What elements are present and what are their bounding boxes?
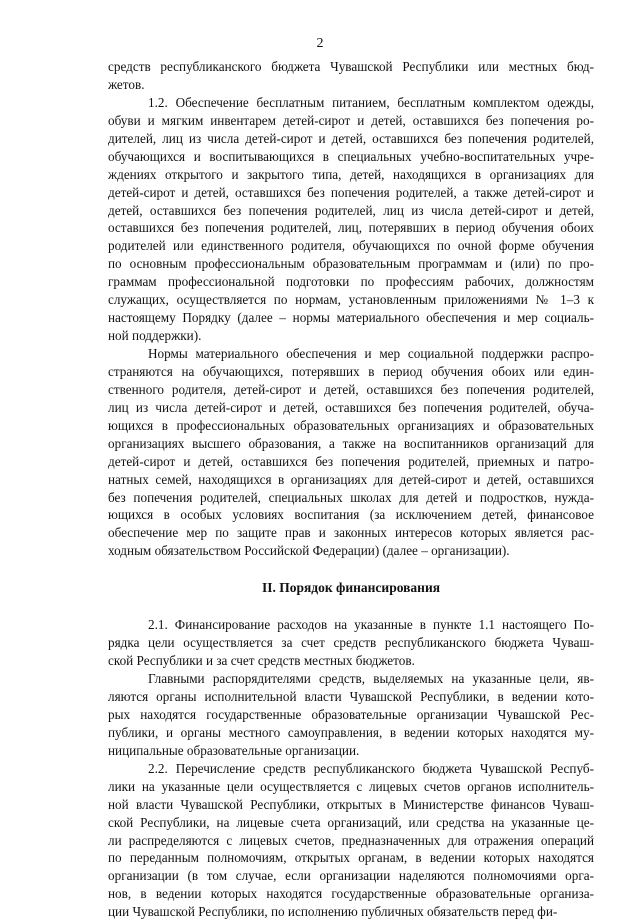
text-line: нов, в ведении которых находятся государственные образовательные организа- — [108, 886, 594, 902]
text-line: по переданным полномочиям, открытых органам, в ведении которых находятся — [108, 850, 594, 866]
text-line: ющихся в профессиональных образовательных организациях и образовательных — [108, 417, 594, 433]
text-line: средств республиканского бюджета Чувашской Республики или местных бюд- — [108, 59, 594, 74]
text-line: страняются на обучающихся, потерявших в период обучения обоих или един- — [108, 363, 594, 379]
text-line: без попечения родителей, специальных школах для детей и подростков, нужда- — [108, 489, 594, 505]
page-number: 2 — [316, 36, 324, 51]
text-line: ской Республики и за счет средств местных бюджетов. — [108, 653, 415, 669]
text-line: ской Республики, на лицевые счета организаций, или средства на указанные це- — [108, 814, 594, 830]
text-line: 2.1. Финансирование расходов на указанные в пункте 1.1 настоящего По- — [148, 617, 594, 633]
paragraph — [108, 94, 594, 345]
text-line: лиц из числа детей-сирот и детей, оставшихся без попечения родителей, обуча- — [108, 399, 594, 415]
text-line: по основным профессиональным образовательным программам и (или) по про- — [108, 256, 594, 272]
text-line: рядка цели осуществляется за счет средств республиканского бюджета Чуваш- — [108, 635, 594, 651]
text-line: родителей или единственного родителя, обучающихся по очной форме обучения — [108, 238, 594, 254]
text-line: организациях высшего образования, а также на воспитанников организаций для — [108, 435, 594, 451]
spacer — [108, 560, 594, 576]
text-line: ющихся в особых условиях воспитания (за исключением детей, финансовое — [108, 507, 594, 523]
text-line: лики на указанные цели осуществляется с лицевых счетов органов исполнитель- — [108, 778, 594, 794]
text-line: настоящему Порядку (далее – нормы материального обеспечения и мер социаль- — [108, 310, 594, 326]
text-line: Нормы материального обеспечения и мер социальной поддержки распро- — [148, 346, 594, 361]
text-line: граммам профессиональной подготовки по профессиям рабочих, должностям — [108, 274, 594, 290]
text-line: обучающихся и воспитывающихся в специальных учебно-воспитательных учре- — [108, 148, 594, 164]
paragraph — [108, 58, 594, 94]
text-line: ственного родителя, детей-сирот и детей, оставшихся без попечения родителей, — [108, 381, 594, 397]
text-line: ной власти Чувашской Республики, открытых в Министерстве финансов Чуваш- — [108, 796, 594, 812]
text-line: ляются органы исполнительной власти Чувашской Республики, в ведении кото- — [108, 689, 594, 704]
text-line: детей, оставшихся без попечения родителей, лиц из числа детей-сирот и детей, — [108, 202, 594, 218]
text-line: ции Чувашской Республики, по исполнению публичных обязательств перед фи- — [108, 904, 558, 920]
document-body — [108, 58, 594, 921]
text-line: ждениях открытого и закрытого типа, детей, находящихся в организациях для — [108, 166, 594, 182]
text-line: ной поддержки). — [108, 328, 202, 344]
text-line: обеспечение мер по защите прав и законных интересов которых является рас- — [108, 525, 594, 541]
text-line: ли распределяются с лицевых счетов, предназначенных для отражения операций — [108, 832, 594, 848]
text-line: Главными распорядителями средств, выделяемых на указанные цели, яв- — [148, 671, 594, 687]
text-line: рых находятся государственные образовательные организации Чувашской Рес- — [108, 706, 594, 722]
text-line: детей-сирот и детей, оставшихся без попечения родителей, а также детей-сирот и — [108, 184, 594, 200]
text-line: 1.2. Обеспечение бесплатным питанием, бесплатным комплектом одежды, — [148, 94, 594, 110]
text-line: натных семей, находящихся в организациях для детей-сирот и детей, оставшихся — [108, 471, 594, 487]
text-line: 2.2. Перечисление средств республиканского бюджета Чувашской Респуб- — [148, 760, 594, 776]
text-line: публики, и органы местного самоуправления, в ведении которых находятся му- — [108, 724, 594, 740]
text-line: дителей, лиц из числа детей-сирот и детей, оставшихся без попечения родителей, — [108, 130, 594, 146]
text-line: организации (в том случае, если организации наделяются полномочиями орга- — [108, 868, 594, 884]
text-line: оставшихся без попечения родителей, лиц, потерявших в период обучения обоих — [108, 220, 594, 236]
text-line: жетов. — [108, 76, 145, 92]
paragraph — [108, 760, 594, 921]
text-line: детей-сирот и детей, оставшихся без попечения родителей, приемных и патро- — [108, 453, 594, 469]
spacer — [108, 600, 594, 616]
paragraph — [108, 616, 594, 670]
paragraph — [108, 345, 594, 560]
text-line: ниципальные образовательные организации. — [108, 742, 360, 758]
text-line: служащих, осуществляется по нормам, установленным приложениями № 1–3 к — [108, 292, 594, 308]
section-heading: II. Порядок финансирования — [261, 580, 441, 596]
text-line: обуви и мягким инвентарем детей-сирот и детей, оставшихся без попечения ро- — [108, 112, 594, 128]
text-line: ходным обязательством Российской Федерации) (далее – организации). — [108, 543, 510, 559]
paragraph — [108, 670, 594, 760]
